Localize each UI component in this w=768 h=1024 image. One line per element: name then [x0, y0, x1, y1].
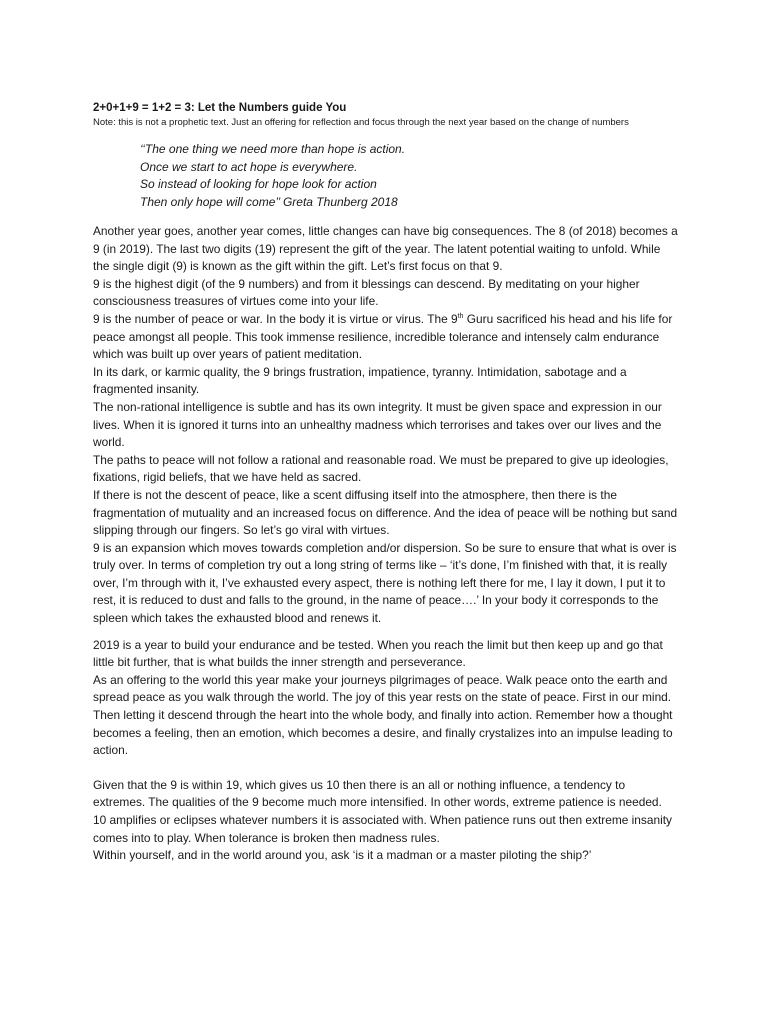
body-paragraph: If there is not the descent of peace, like a scent diffusing itself into the atmosphere, then there is the fragmentation of mutuality and an increased focus on difference. And the idea of peace will be nothing but sand slipping through our fingers. So let’s go viral with virtues.: [93, 487, 678, 538]
quote-line: Then only hope will come’’ Greta Thunberg 2018: [140, 194, 398, 209]
body-paragraph: 9 is an expansion which moves towards completion and/or dispersion. So be sure to ensure that what is over is truly over. In terms of completion try out a long string of terms like – ‘it’s done, I’m finished with that, it is really over, I’m through with it, I’ve exhausted every aspect, there is nothing left there for me, I lay it down, I put it to rest, it is reduced to dust and falls to the ground, in the name of peace….’ In your body it corresponds to the spleen which takes the exhausted blood and renews it.: [93, 540, 677, 626]
body-paragraph: [93, 311, 678, 364]
body-paragraph: 9 is the highest digit (of the 9 numbers) and from it blessings can descend. By meditating on your higher consciousness treasures of virtues come into your life.: [93, 276, 640, 309]
quote-line: ‘‘The one thing we need more than hope is action.: [140, 142, 406, 156]
body-paragraph: The non-rational intelligence is subtle and has its own integrity. It must be given space and expression in our lives. When it is ignored it turns into an unhealthy madness which terrorises and takes over our lives and the world.: [93, 399, 662, 450]
document-title: 2+0+1+9 = 1+2 = 3: Let the Numbers guide You: [93, 102, 347, 114]
document-page: [93, 100, 678, 865]
disclaimer-note: Note: this is not a prophetic text. Just an offering for reflection and focus through the next year based on the change of numbers: [93, 117, 629, 128]
body-paragraph: In its dark, or karmic quality, the 9 brings frustration, impatience, tyranny. Intimidation, sabotage and a fragmented insanity.: [93, 364, 627, 397]
quote-line: So instead of looking for hope look for action: [140, 177, 377, 191]
body-paragraph: As an offering to the world this year make your journeys pilgrimages of peace. Walk peace onto the earth and spread peace as you walk through the world. The joy of this year rests on the state of peace. First in our mind. Then letting it descend through the heart into the whole body, and finally into action. Remember how a thought becomes a feeling, then an emotion, which becomes a desire, and finally crystalizes into an impulse leading to action.: [93, 672, 673, 758]
body-paragraph: Another year goes, another year comes, little changes can have big consequences. The 8 (of 2018) becomes a 9 (in 2019). The last two digits (19) represent the gift of the year. The latent potential waiting to unfold. While the single digit (9) is known as the gift within the gift. Let’s first focus on that 9.: [93, 224, 678, 274]
ordinal-suffix: th: [457, 313, 464, 320]
body-paragraph: Given that the 9 is within 19, which gives us 10 then there is an all or nothing influence, a tendency to extremes. The qualities of the 9 become much more intensified. In other words, extreme patience is needed. 10 amplifies or eclipses whatever numbers it is associated with. When patience runs out then extreme insanity comes into to play. When tolerance is broken then madness rules.: [93, 777, 672, 845]
quote-line: Once we start to act hope is everywhere.: [140, 159, 358, 174]
paragraph-text: 9 is the number of peace or war. In the body it is virtue or virus. The 9: [93, 311, 458, 326]
paragraph-spacer: [93, 760, 678, 777]
paragraph-spacer: [93, 628, 678, 637]
body-paragraph: Within yourself, and in the world around you, ask ‘is it a madman or a master piloting the ship?’: [93, 848, 592, 863]
body-paragraph: 2019 is a year to build your endurance and be tested. When you reach the limit but then keep up and go that little bit further, that is what builds the inner strength and perseverance.: [93, 637, 663, 670]
epigraph-quote: [140, 141, 678, 211]
paragraph-text: Guru sacrificed his head and his life for peace amongst all people. This took immense resilience, incredible tolerance and intensely calm endurance which was built up over years of patient meditation.: [93, 311, 673, 362]
document-body: [93, 223, 678, 865]
body-paragraph: The paths to peace will not follow a rational and reasonable road. We must be prepared to give up ideologies, fixations, rigid beliefs, that we have held as sacred.: [93, 452, 669, 485]
